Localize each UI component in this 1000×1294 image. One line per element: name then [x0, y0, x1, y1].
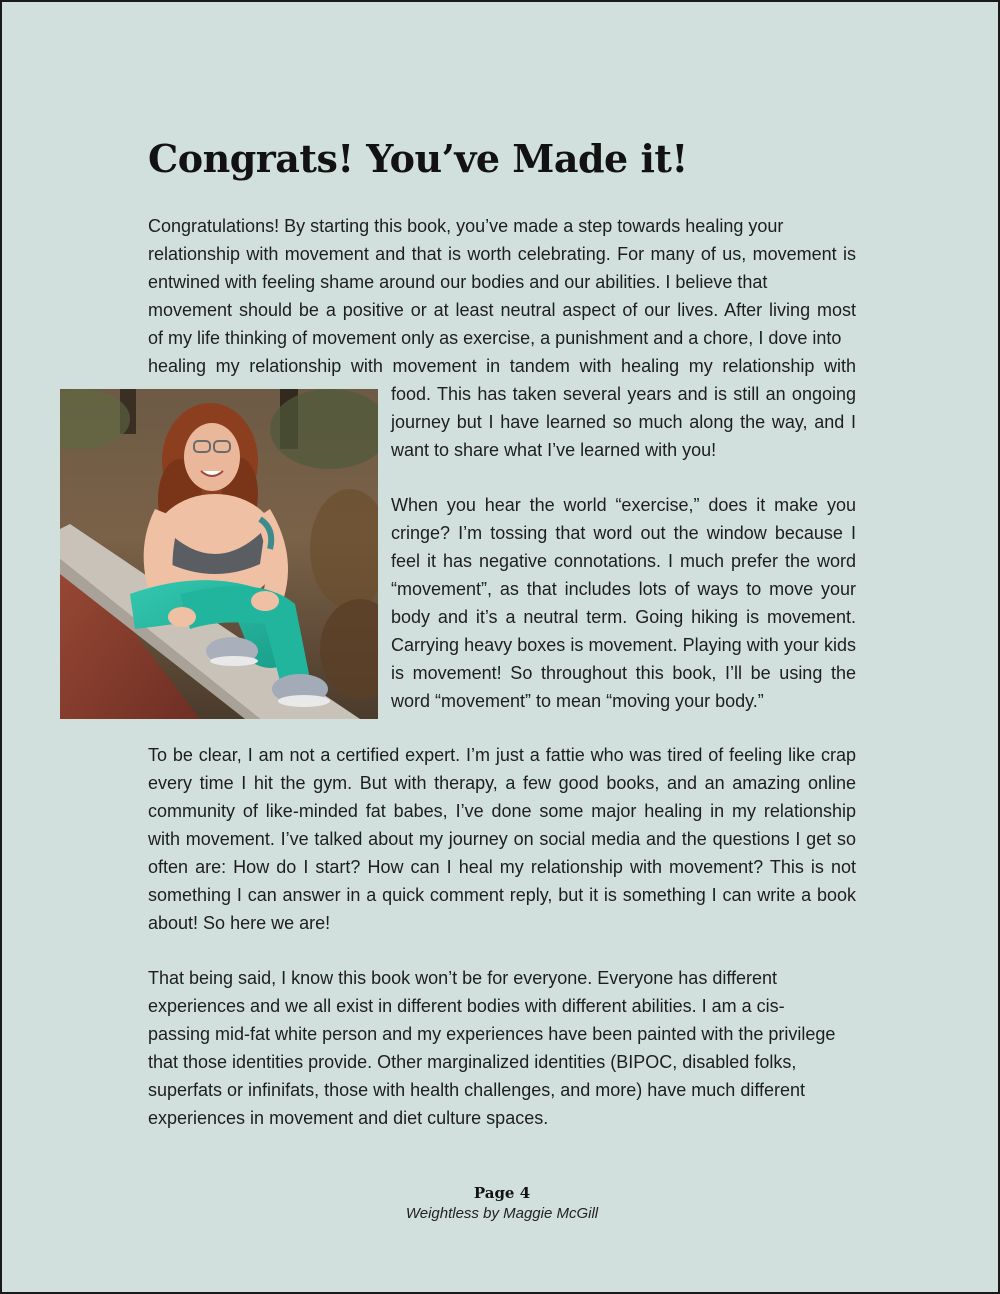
body-line: “movement”, as that includes lots of ways to move your — [391, 579, 856, 599]
body-line: food. This has taken several years and is still an ongoing — [391, 384, 856, 404]
body-line: That being said, I know this book won’t be for everyone. Everyone has different — [148, 968, 778, 988]
body-line: something I can answer in a quick comment reply, but it is something I can write a book — [148, 885, 856, 905]
body-line: of my life thinking of movement only as exercise, a punishment and a chore, I dove into — [148, 328, 842, 348]
page-number: Page 4 — [473, 1184, 531, 1202]
body-line: passing mid-fat white person and my experiences have been painted with the privilege — [148, 1024, 836, 1044]
body-line: journey but I have learned so much along the way, and I — [391, 412, 856, 432]
body-line: cringe? I’m tossing that word out the window because I — [391, 523, 856, 543]
body-line: every time I hit the gym. But with therapy, a few good books, and an amazing online — [148, 773, 856, 793]
author-photo — [60, 389, 378, 719]
body-line: When you hear the world “exercise,” does it make you — [391, 495, 856, 515]
book-credit: Weightless by Maggie McGill — [405, 1205, 599, 1222]
body-line: entwined with feeling shame around our bodies and our abilities. I believe that — [148, 272, 768, 292]
body-line: with movement. I’ve talked about my journey on social media and the questions I get so — [148, 829, 856, 849]
body-line: feel it has negative connotations. I much prefer the word — [391, 551, 856, 571]
body-line: relationship with movement and that is worth celebrating. For many of us, movement is — [148, 244, 856, 264]
body-line: that those identities provide. Other marginalized identities (BIPOC, disabled folks, — [148, 1052, 797, 1072]
body-line: movement should be a positive or at least neutral aspect of our lives. After living most — [148, 300, 856, 320]
body-line: To be clear, I am not a certified expert. I’m just a fattie who was tired of feeling like crap — [148, 745, 856, 765]
body-line: want to share what I’ve learned with you! — [391, 440, 717, 460]
body-line: experiences in movement and diet culture spaces. — [148, 1108, 549, 1128]
body-line: body and it’s a neutral term. Going hiking is movement. — [391, 607, 856, 627]
body-line: superfats or infinifats, those with health challenges, and more) have much different — [148, 1080, 806, 1100]
body-line: often are: How do I start? How can I heal my relationship with movement? This is not — [148, 857, 856, 877]
body-line: experiences and we all exist in different bodies with different abilities. I am a cis- — [148, 996, 785, 1016]
body-line: is movement! So throughout this book, I’ll be using the — [391, 663, 856, 683]
body-line: about! So here we are! — [148, 913, 331, 933]
body-line: Carrying heavy boxes is movement. Playing with your kids — [391, 635, 856, 655]
page-title: Congrats! You’ve Made it! — [148, 136, 688, 181]
body-line: word “movement” to mean “moving your body.” — [391, 691, 764, 711]
body-line: healing my relationship with movement in tandem with healing my relationship with — [148, 356, 856, 376]
body-line: Congratulations! By starting this book, you’ve made a step towards healing your — [148, 216, 784, 236]
body-line: community of like-minded fat babes, I’ve done some major healing in my relationship — [148, 801, 856, 821]
